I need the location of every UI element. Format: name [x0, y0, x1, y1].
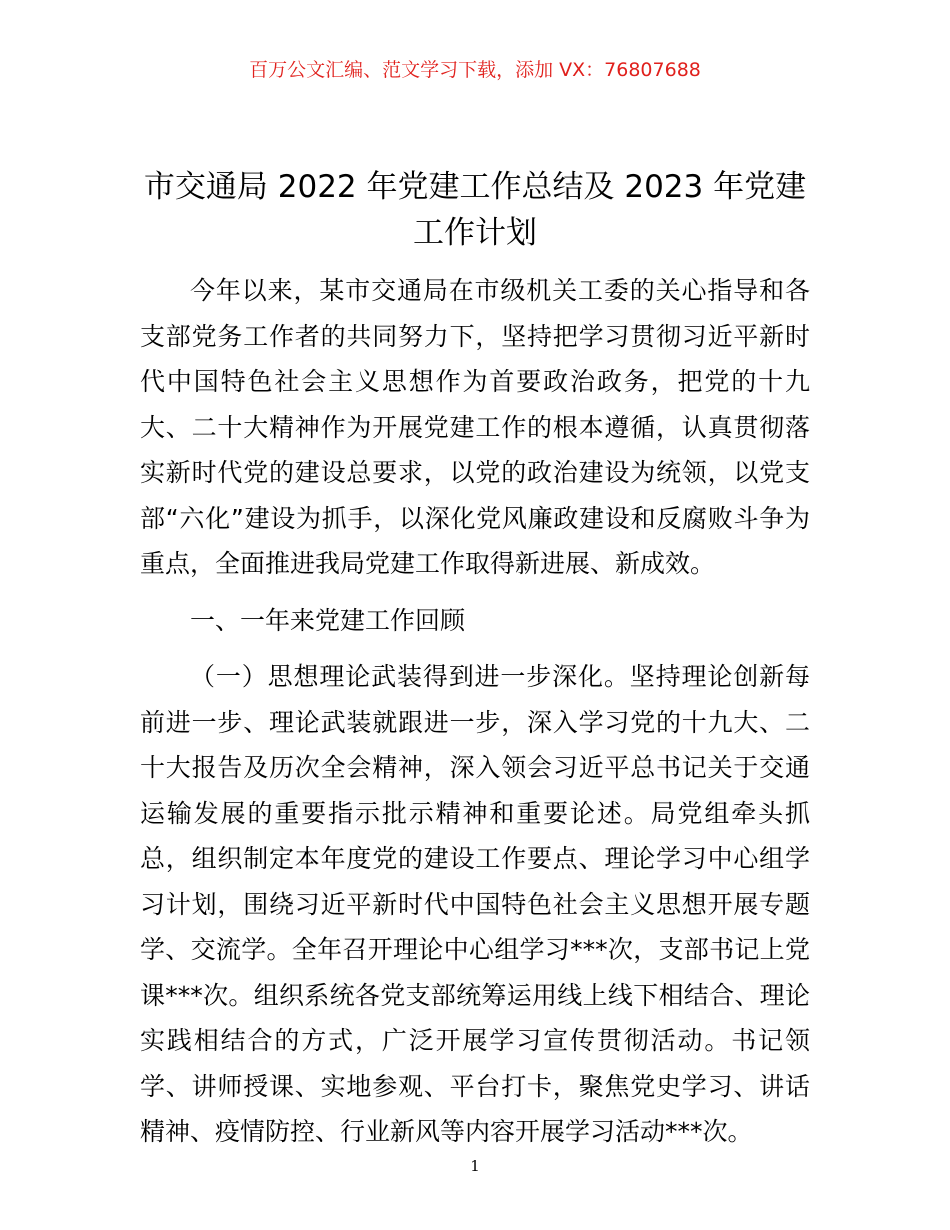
page-number: 1 [470, 1157, 480, 1175]
section-heading: 一、一年来党建工作回顾 [190, 605, 466, 635]
intro-paragraph: 今年以来，某市交通局在市级机关工委的关心指导和各支部党务工作者的共同努力下，坚持把学习贯彻习近平新时代中国特色社会主义思想作为首要政治政务，把党的十九大、二十大精神作为开展党建工作的根本遵循，认真贯彻落实新时代党的建设总要求，以党的政治建设为统领，以党支部“六化”建设为抓手，以深化党风廉政建设和反腐败斗争为重点，全面推进我局党建工作取得新进展、新成效。 [140, 276, 810, 578]
document-title [140, 164, 810, 256]
document-body [140, 268, 810, 1166]
subsection-paragraph: （一）思想理论武装得到进一步深化。坚持理论创新每前进一步、理论武装就跟进一步，深入学习党的十九大、二十大报告及历次全会精神，深入领会习近平总书记关于交通运输发展的重要指示批示精神和重要论述。局党组牵头抓总，组织制定本年度党的建设工作要点、理论学习中心组学习计划，围绕习近平新时代中国特色社会主义思想开展专题学、交流学。全年召开理论中心组学习***次，支部书记上党课***次。组织系统各党支部统筹运用线上线下相结合、理论实践相结合的方式，广泛开展学习宣传贯彻活动。书记领学、讲师授课、实地参观、平台打卡，聚焦党史学习、讲话精神、疫情防控、行业新风等内容开展学习活动***次。 [140, 662, 810, 1146]
title-line-1: 市交通局 2022 年党建工作总结及 2023 年党建 [143, 169, 807, 205]
title-line-2: 工作计划 [413, 215, 537, 251]
watermark-banner: 百万公文汇编、范文学习下载，添加 VX：76807688 [249, 59, 701, 81]
